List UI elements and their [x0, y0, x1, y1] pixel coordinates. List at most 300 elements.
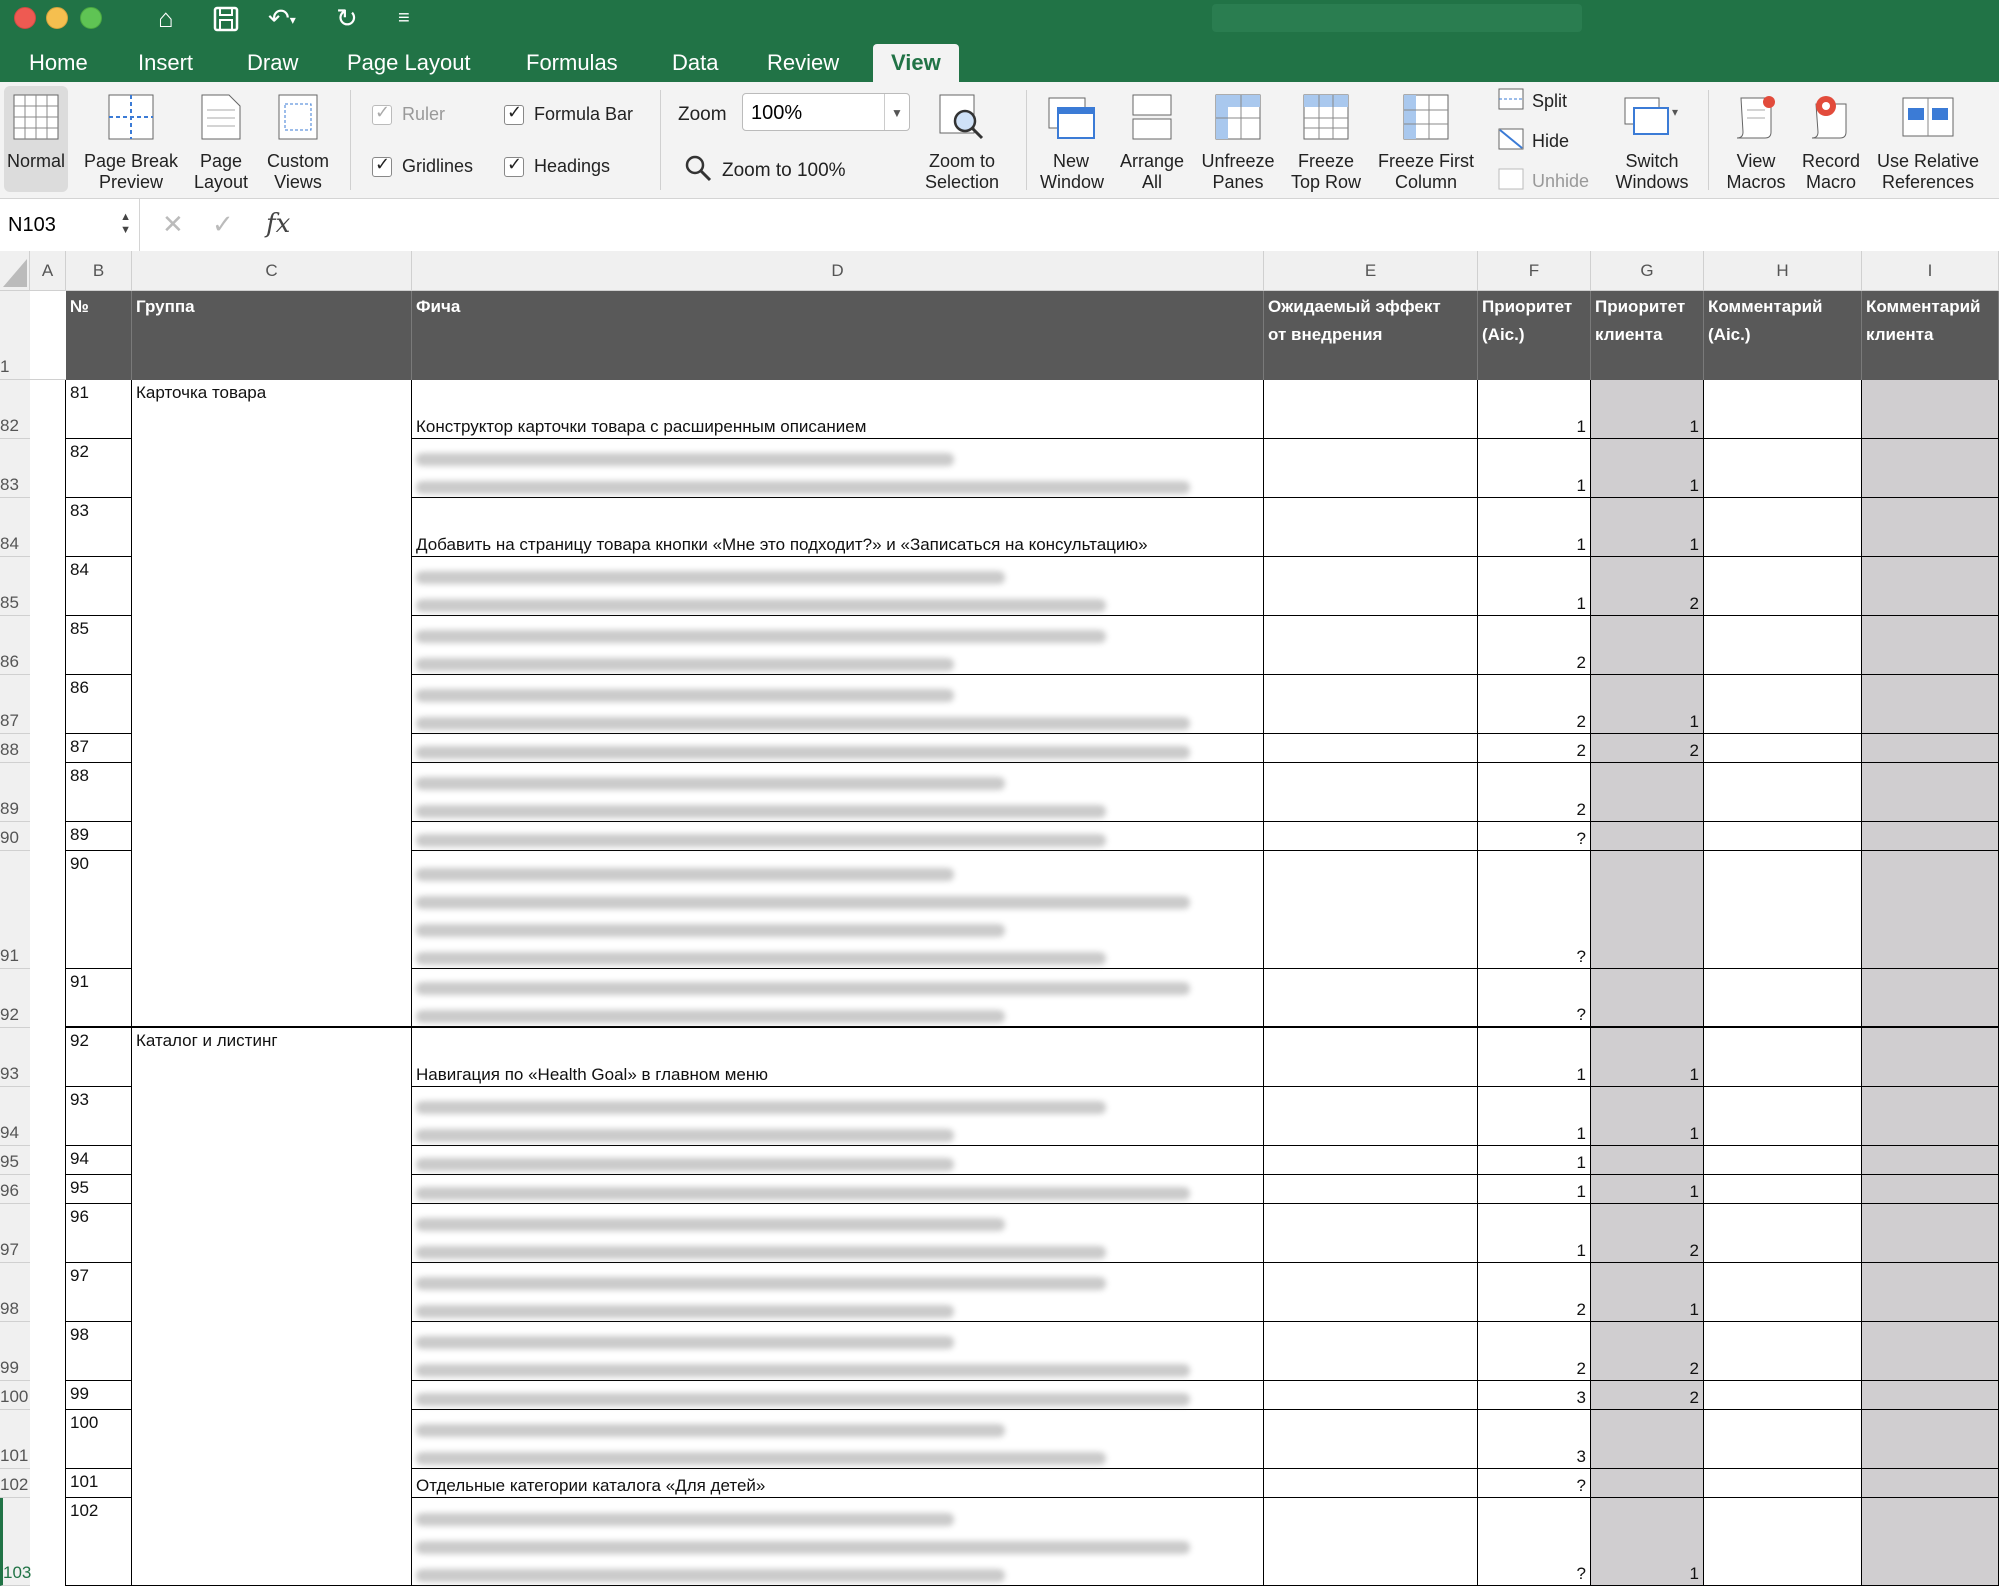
row-number: 92: [0, 1005, 19, 1024]
comment-aic-cell[interactable]: [1704, 1498, 1862, 1586]
comment-client-cell[interactable]: [1862, 1028, 1999, 1087]
name-box[interactable]: [0, 199, 140, 251]
header-expected-effect[interactable]: [1264, 291, 1478, 380]
comment-aic-cell[interactable]: [1704, 851, 1862, 969]
comment-client-cell[interactable]: [1862, 1381, 1999, 1410]
feature-cell[interactable]: [412, 734, 1264, 763]
priority-aic-cell[interactable]: [1478, 557, 1591, 616]
feature-cell[interactable]: [412, 1087, 1264, 1146]
header-priority-aic[interactable]: [1478, 291, 1591, 380]
priority-aic-cell[interactable]: [1478, 1381, 1591, 1410]
expected-effect-cell[interactable]: [1264, 734, 1478, 763]
expected-effect-cell[interactable]: [1264, 675, 1478, 734]
cancel-icon[interactable]: ✕: [162, 209, 184, 239]
header-group[interactable]: Группа: [132, 291, 412, 380]
number-cell[interactable]: [66, 763, 132, 822]
feature-cell[interactable]: [412, 1381, 1264, 1410]
tab-insert[interactable]: Insert: [138, 50, 194, 75]
expected-effect-cell[interactable]: [1264, 439, 1478, 498]
redacted-line: [416, 896, 1190, 909]
feature-cell[interactable]: [412, 969, 1264, 1028]
row-header[interactable]: [0, 380, 30, 439]
view-macros-button[interactable]: [1722, 92, 1790, 193]
number-cell[interactable]: [66, 1175, 132, 1204]
feature-cell[interactable]: [412, 1204, 1264, 1263]
comment-aic-cell[interactable]: [1704, 1469, 1862, 1498]
priority-aic-cell[interactable]: [1478, 498, 1591, 557]
priority-aic-cell[interactable]: [1478, 1322, 1591, 1381]
group-cell[interactable]: [132, 380, 412, 1028]
row-header[interactable]: [0, 1410, 30, 1469]
expected-effect-cell[interactable]: [1264, 557, 1478, 616]
comment-client-cell[interactable]: [1862, 822, 1999, 851]
priority-aic-cell[interactable]: [1478, 675, 1591, 734]
number-cell[interactable]: [66, 616, 132, 675]
header-priority-client[interactable]: [1591, 291, 1704, 380]
priority-client-cell[interactable]: [1591, 763, 1704, 822]
priority-aic-cell[interactable]: [1478, 380, 1591, 439]
comment-client-cell[interactable]: [1862, 969, 1999, 1028]
number-cell[interactable]: [66, 1087, 132, 1146]
priority-client-cell[interactable]: [1591, 1498, 1704, 1586]
number-cell[interactable]: [66, 1381, 132, 1410]
number-cell[interactable]: [66, 1469, 132, 1498]
priority-client-cell[interactable]: [1591, 439, 1704, 498]
column-header-b[interactable]: B: [66, 251, 132, 291]
number-cell[interactable]: [66, 439, 132, 498]
empty-cell[interactable]: [30, 557, 66, 616]
empty-cell[interactable]: [30, 1087, 66, 1146]
page-break-preview-button[interactable]: [80, 92, 182, 193]
comment-client-cell[interactable]: [1862, 1263, 1999, 1322]
feature-cell[interactable]: [412, 851, 1264, 969]
feature-cell[interactable]: [412, 822, 1264, 851]
row-header[interactable]: [0, 557, 30, 616]
empty-cell[interactable]: [30, 1469, 66, 1498]
comment-client-cell[interactable]: [1862, 1410, 1999, 1469]
expected-effect-cell[interactable]: [1264, 1204, 1478, 1263]
zoom-select[interactable]: [742, 93, 910, 131]
row-header[interactable]: [0, 1146, 30, 1175]
relative-references-icon: [1872, 92, 1984, 147]
row-header[interactable]: [0, 1469, 30, 1498]
zoom-to-selection-label-1: Zoom to: [928, 151, 996, 171]
row-header[interactable]: [0, 822, 30, 851]
unhide-button[interactable]: [1498, 168, 1589, 195]
custom-views-button[interactable]: [260, 92, 336, 193]
arrange-all-button[interactable]: [1114, 92, 1190, 193]
comment-aic-cell[interactable]: [1704, 763, 1862, 822]
number-cell[interactable]: [66, 1146, 132, 1175]
normal-view-button[interactable]: [4, 86, 68, 192]
column-header-a[interactable]: A: [30, 251, 66, 291]
spreadsheet-grid[interactable]: [0, 251, 1999, 1591]
header-feature[interactable]: Фича: [412, 291, 1264, 380]
column-header-h[interactable]: H: [1704, 251, 1862, 291]
priority-aic-cell[interactable]: [1478, 1204, 1591, 1263]
feature-cell[interactable]: [412, 1322, 1264, 1381]
expected-effect-cell[interactable]: [1264, 851, 1478, 969]
row-header[interactable]: [0, 675, 30, 734]
row-number: 102: [0, 1475, 29, 1494]
row-header[interactable]: [0, 734, 30, 763]
headings-checkbox[interactable]: [504, 156, 610, 177]
empty-cell[interactable]: [30, 1146, 66, 1175]
comment-aic-cell[interactable]: [1704, 498, 1862, 557]
empty-cell[interactable]: [30, 380, 66, 439]
expected-effect-cell[interactable]: [1264, 616, 1478, 675]
priority-client-cell[interactable]: [1591, 1469, 1704, 1498]
priority-client-cell[interactable]: [1591, 1175, 1704, 1204]
comment-client-cell[interactable]: [1862, 439, 1999, 498]
comment-client-cell[interactable]: [1862, 763, 1999, 822]
unfreeze-panes-label-1: Unfreeze: [1201, 151, 1275, 171]
priority-client-cell[interactable]: [1591, 616, 1704, 675]
tab-page-layout[interactable]: Page Layout: [347, 50, 471, 75]
customize-toolbar-icon[interactable]: ≡: [398, 7, 410, 29]
undo-icon[interactable]: ↶▾: [268, 3, 296, 33]
empty-cell[interactable]: [30, 969, 66, 1028]
priority-aic-cell[interactable]: [1478, 969, 1591, 1028]
expected-effect-cell[interactable]: [1264, 380, 1478, 439]
priority-client-cell[interactable]: [1591, 851, 1704, 969]
empty-cell[interactable]: [30, 1381, 66, 1410]
header-number[interactable]: №: [66, 291, 132, 380]
comment-client-cell[interactable]: [1862, 1322, 1999, 1381]
priority-client-cell[interactable]: [1591, 1381, 1704, 1410]
custom-views-label-2: Views: [274, 172, 322, 192]
formula-input[interactable]: [306, 209, 1986, 241]
zoom-window-button[interactable]: [80, 7, 102, 29]
comment-client-cell[interactable]: [1862, 734, 1999, 763]
row-header[interactable]: [0, 1175, 30, 1204]
row-header[interactable]: [0, 763, 30, 822]
empty-cell[interactable]: [30, 498, 66, 557]
comment-aic-cell[interactable]: [1704, 1322, 1862, 1381]
priority-aic-cell[interactable]: [1478, 1263, 1591, 1322]
new-window-icon: [1040, 92, 1102, 147]
magnifier-icon: [684, 154, 712, 188]
row-header[interactable]: [0, 291, 30, 380]
tab-review[interactable]: Review: [767, 50, 840, 75]
empty-cell[interactable]: [30, 1175, 66, 1204]
feature-cell[interactable]: [412, 1469, 1264, 1498]
number-cell[interactable]: [66, 1028, 132, 1087]
comment-client-cell[interactable]: [1862, 557, 1999, 616]
feature-cell[interactable]: [412, 1263, 1264, 1322]
expected-effect-cell[interactable]: [1264, 1410, 1478, 1469]
expected-effect-cell[interactable]: [1264, 498, 1478, 557]
enter-icon[interactable]: ✓: [212, 209, 234, 239]
view-macros-label-2: Macros: [1726, 172, 1786, 192]
priority-value: 3: [1576, 1388, 1586, 1407]
row-header[interactable]: [0, 1498, 30, 1586]
empty-cell[interactable]: [30, 439, 66, 498]
gridlines-checkbox[interactable]: [372, 156, 473, 177]
empty-cell[interactable]: [30, 763, 66, 822]
empty-cell[interactable]: [30, 1410, 66, 1469]
priority-client-cell[interactable]: [1591, 1028, 1704, 1087]
comment-client-cell[interactable]: [1862, 1087, 1999, 1146]
comment-aic-cell[interactable]: [1704, 557, 1862, 616]
comment-aic-cell[interactable]: [1704, 1087, 1862, 1146]
feature-cell[interactable]: [412, 1410, 1264, 1469]
empty-cell[interactable]: [30, 851, 66, 969]
comment-client-cell[interactable]: [1862, 1204, 1999, 1263]
comment-client-cell[interactable]: [1862, 1175, 1999, 1204]
column-header-d[interactable]: D: [412, 251, 1264, 291]
feature-cell[interactable]: [412, 1498, 1264, 1586]
feature-cell[interactable]: [412, 763, 1264, 822]
comment-aic-cell[interactable]: [1704, 1381, 1862, 1410]
title-search-box[interactable]: [1212, 4, 1582, 32]
comment-aic-cell[interactable]: [1704, 1204, 1862, 1263]
comment-client-cell[interactable]: [1862, 1469, 1999, 1498]
header-comment-aic[interactable]: [1704, 291, 1862, 380]
column-header-f[interactable]: F: [1478, 251, 1591, 291]
number-cell[interactable]: [66, 380, 132, 439]
freeze-top-row-button[interactable]: [1286, 92, 1366, 193]
priority-client-cell[interactable]: [1591, 1204, 1704, 1263]
empty-cell[interactable]: [30, 822, 66, 851]
number-cell[interactable]: [66, 851, 132, 969]
priority-client-cell[interactable]: [1591, 557, 1704, 616]
row-header[interactable]: [0, 1381, 30, 1410]
ruler-checkbox[interactable]: [372, 104, 445, 125]
comment-client-cell[interactable]: [1862, 380, 1999, 439]
row-header[interactable]: [0, 1322, 30, 1381]
normal-view-icon: [4, 92, 68, 147]
tab-home[interactable]: Home: [29, 50, 88, 75]
comment-client-cell[interactable]: [1862, 1498, 1999, 1586]
row-number: 99: [0, 1358, 19, 1377]
priority-aic-cell[interactable]: [1478, 763, 1591, 822]
priority-client-cell[interactable]: [1591, 1322, 1704, 1381]
use-relative-references-button[interactable]: [1872, 92, 1984, 193]
number-cell[interactable]: [66, 734, 132, 763]
comment-aic-cell[interactable]: [1704, 734, 1862, 763]
priority-client-cell[interactable]: [1591, 380, 1704, 439]
row-header[interactable]: [0, 498, 30, 557]
empty-cell[interactable]: [30, 616, 66, 675]
expected-effect-cell[interactable]: [1264, 1087, 1478, 1146]
priority-value: 2: [1689, 594, 1699, 613]
hide-button[interactable]: [1498, 128, 1569, 155]
record-icon: [1796, 92, 1866, 147]
expected-effect-cell[interactable]: [1264, 1175, 1478, 1204]
empty-cell[interactable]: [30, 291, 66, 380]
expected-effect-cell[interactable]: [1264, 969, 1478, 1028]
priority-client-cell[interactable]: [1591, 1263, 1704, 1322]
feature-cell[interactable]: [412, 498, 1264, 557]
header-line: (Aic.): [1482, 325, 1525, 344]
zoom-to-100-button[interactable]: [684, 154, 846, 188]
expected-effect-cell[interactable]: [1264, 1028, 1478, 1087]
minimize-window-button[interactable]: [46, 7, 68, 29]
empty-cell[interactable]: [30, 1498, 66, 1586]
column-header-e[interactable]: E: [1264, 251, 1478, 291]
comment-aic-cell[interactable]: [1704, 1410, 1862, 1469]
feature-cell[interactable]: [412, 380, 1264, 439]
expected-effect-cell[interactable]: [1264, 1146, 1478, 1175]
number-cell[interactable]: [66, 1410, 132, 1469]
redacted-line: [416, 571, 1005, 584]
stepper-icon[interactable]: ▲ ▼: [120, 211, 131, 236]
record-macro-button[interactable]: [1796, 92, 1866, 193]
expected-effect-cell[interactable]: [1264, 1381, 1478, 1410]
empty-cell[interactable]: [30, 1204, 66, 1263]
new-window-button[interactable]: [1040, 92, 1105, 193]
split-button[interactable]: [1498, 88, 1567, 115]
comment-client-cell[interactable]: [1862, 1146, 1999, 1175]
feature-cell[interactable]: [412, 1175, 1264, 1204]
macro-scroll-icon: [1722, 92, 1790, 147]
comment-aic-cell[interactable]: [1704, 616, 1862, 675]
priority-client-cell[interactable]: [1591, 1146, 1704, 1175]
redacted-line: [416, 777, 1005, 790]
close-window-button[interactable]: [14, 7, 36, 29]
tab-draw[interactable]: Draw: [247, 50, 299, 75]
redacted-text: [416, 967, 1257, 1023]
page-layout-view-button[interactable]: [190, 92, 252, 193]
priority-aic-cell[interactable]: [1478, 1410, 1591, 1469]
priority-aic-cell[interactable]: [1478, 1087, 1591, 1146]
empty-cell[interactable]: [30, 1028, 66, 1087]
priority-aic-cell[interactable]: [1478, 1469, 1591, 1498]
comment-aic-cell[interactable]: [1704, 1263, 1862, 1322]
column-header-i[interactable]: I: [1862, 251, 1999, 291]
number-cell[interactable]: [66, 557, 132, 616]
empty-cell[interactable]: [30, 734, 66, 763]
freeze-first-column-label-1: Freeze First: [1377, 151, 1474, 171]
select-all-corner[interactable]: [0, 251, 30, 291]
unhide-icon: [1498, 168, 1524, 195]
priority-client-cell[interactable]: [1591, 1410, 1704, 1469]
comment-aic-cell[interactable]: [1704, 439, 1862, 498]
expected-effect-cell[interactable]: [1264, 1469, 1478, 1498]
row-header[interactable]: [0, 851, 30, 969]
save-icon[interactable]: [212, 2, 240, 40]
number-cell[interactable]: [66, 675, 132, 734]
tab-formulas[interactable]: Formulas: [526, 50, 618, 75]
priority-client-cell[interactable]: [1591, 498, 1704, 557]
number-cell[interactable]: [66, 1498, 132, 1586]
unfreeze-panes-button[interactable]: [1196, 92, 1280, 193]
redacted-line: [416, 1541, 1190, 1554]
comment-client-cell[interactable]: [1862, 616, 1999, 675]
comment-aic-cell[interactable]: [1704, 1028, 1862, 1087]
row-header[interactable]: [0, 1087, 30, 1146]
expected-effect-cell[interactable]: [1264, 822, 1478, 851]
row-header[interactable]: [0, 969, 30, 1028]
priority-aic-cell[interactable]: [1478, 1146, 1591, 1175]
number-cell[interactable]: [66, 498, 132, 557]
column-header-g[interactable]: G: [1591, 251, 1704, 291]
number-cell[interactable]: [66, 1263, 132, 1322]
priority-client-cell[interactable]: [1591, 675, 1704, 734]
home-icon[interactable]: ⌂: [158, 3, 174, 33]
priority-aic-cell[interactable]: [1478, 1175, 1591, 1204]
feature-cell[interactable]: [412, 1146, 1264, 1175]
feature-cell[interactable]: [412, 675, 1264, 734]
empty-cell[interactable]: [30, 675, 66, 734]
row-header[interactable]: [0, 1263, 30, 1322]
comment-aic-cell[interactable]: [1704, 822, 1862, 851]
split-icon: [1498, 88, 1524, 115]
arrange-all-label-2: All: [1141, 172, 1162, 192]
feature-cell[interactable]: [412, 557, 1264, 616]
priority-aic-cell[interactable]: [1478, 616, 1591, 675]
ribbon-separator: [660, 90, 661, 190]
priority-client-cell[interactable]: [1591, 734, 1704, 763]
row-header[interactable]: [0, 1028, 30, 1087]
row-header[interactable]: [0, 439, 30, 498]
expected-effect-cell[interactable]: [1264, 1498, 1478, 1586]
header-comment-client[interactable]: [1862, 291, 1999, 380]
number-cell[interactable]: [66, 822, 132, 851]
priority-aic-cell[interactable]: [1478, 439, 1591, 498]
page-layout-icon: [190, 92, 252, 147]
priority-aic-cell[interactable]: [1478, 1498, 1591, 1586]
insert-function-icon[interactable]: fx: [266, 209, 291, 239]
priority-aic-cell[interactable]: [1478, 851, 1591, 969]
comment-client-cell[interactable]: [1862, 851, 1999, 969]
comment-aic-cell[interactable]: [1704, 380, 1862, 439]
zoom-to-selection-button[interactable]: [918, 92, 1006, 193]
row-header[interactable]: [0, 1204, 30, 1263]
feature-cell[interactable]: [412, 616, 1264, 675]
formula-bar-checkbox[interactable]: [504, 104, 633, 125]
comment-aic-cell[interactable]: [1704, 969, 1862, 1028]
comment-aic-cell[interactable]: [1704, 1146, 1862, 1175]
priority-client-cell[interactable]: [1591, 969, 1704, 1028]
group-label: Каталог и листинг: [136, 1031, 278, 1050]
number-cell[interactable]: [66, 1322, 132, 1381]
expected-effect-cell[interactable]: [1264, 763, 1478, 822]
priority-aic-cell[interactable]: [1478, 822, 1591, 851]
expected-effect-cell[interactable]: [1264, 1322, 1478, 1381]
tab-view[interactable]: View: [873, 44, 959, 82]
tab-data[interactable]: Data: [672, 50, 719, 75]
row-header[interactable]: [0, 616, 30, 675]
comment-client-cell[interactable]: [1862, 498, 1999, 557]
priority-aic-cell[interactable]: [1478, 734, 1591, 763]
empty-cell[interactable]: [30, 1322, 66, 1381]
priority-aic-cell[interactable]: [1478, 1028, 1591, 1087]
comment-aic-cell[interactable]: [1704, 675, 1862, 734]
feature-cell[interactable]: [412, 1028, 1264, 1087]
switch-windows-button[interactable]: [1610, 92, 1694, 193]
priority-client-cell[interactable]: [1591, 822, 1704, 851]
header-line: клиента: [1866, 325, 1934, 344]
priority-value: 1: [1576, 1241, 1586, 1260]
redo-icon[interactable]: ↻: [336, 3, 358, 33]
freeze-first-column-button[interactable]: [1372, 92, 1480, 193]
comment-client-cell[interactable]: [1862, 675, 1999, 734]
comment-aic-cell[interactable]: [1704, 1175, 1862, 1204]
expected-effect-cell[interactable]: [1264, 1263, 1478, 1322]
empty-cell[interactable]: [30, 1263, 66, 1322]
feature-cell[interactable]: [412, 439, 1264, 498]
redacted-line: [416, 1364, 1190, 1377]
redacted-line: [416, 746, 1190, 759]
group-cell[interactable]: [132, 1028, 412, 1586]
priority-value: 1: [1689, 1065, 1699, 1084]
priority-client-cell[interactable]: [1591, 1087, 1704, 1146]
number-cell[interactable]: [66, 1204, 132, 1263]
number-cell[interactable]: [66, 969, 132, 1028]
column-header-c[interactable]: C: [132, 251, 412, 291]
